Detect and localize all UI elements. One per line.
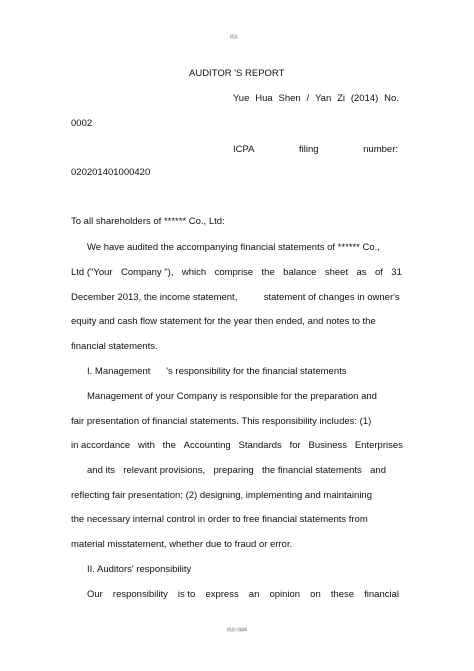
ref-word: (2014)	[350, 93, 379, 104]
addressee: To all shareholders of ****** Co., Ltd:	[71, 216, 225, 227]
ref-word: /	[306, 93, 310, 104]
paragraph-line: equity and cash flow statement for the year then ended, and notes to the	[71, 316, 376, 327]
section-heading: I. Management 's responsibility for the financial statements	[87, 366, 347, 377]
paragraph-line: Management of your Company is responsible for the preparation and	[87, 391, 377, 402]
ref-word: Yue	[233, 93, 250, 104]
report-title: AUDITOR 'S REPORT	[189, 68, 285, 79]
word: for	[289, 440, 301, 451]
paragraph-line: material misstatement, whether due to fraud or error.	[71, 539, 293, 550]
word: on	[310, 589, 321, 600]
word: express	[205, 589, 239, 600]
word: Accounting	[183, 440, 231, 451]
word: Standards	[238, 440, 282, 451]
paragraph-line: financial statements.	[71, 341, 158, 352]
ref-word: Yan	[315, 93, 332, 104]
section-heading: II. Auditors' responsibility	[87, 564, 192, 575]
word: preparing	[213, 465, 254, 476]
paragraph-line: the necessary internal control in order to free financial statements from	[71, 514, 368, 525]
word: as	[356, 267, 367, 278]
paragraph-line: fair presentation of financial statements. This responsibility includes: (1)	[71, 416, 372, 427]
ref-word: Zi	[337, 93, 345, 104]
word: the financial statements	[261, 465, 362, 476]
word: and its	[87, 465, 115, 476]
filing-word: number:	[363, 144, 398, 155]
paragraph-line-justified	[71, 267, 402, 279]
word: an	[248, 589, 260, 600]
word: Enterprises	[354, 440, 403, 451]
word: financial	[364, 589, 399, 600]
word: the	[162, 440, 176, 451]
word: Company "),	[120, 267, 174, 278]
reference-number-line	[233, 93, 399, 105]
word: with	[137, 440, 155, 451]
word: responsibility	[112, 589, 168, 600]
paragraph-line: December 2013, the income statement, statement of changes in owner's	[71, 292, 400, 303]
word: and	[370, 465, 386, 476]
filing-word: filing	[299, 144, 319, 155]
paragraph-line: We have audited the accompanying financial statements of ****** Co.,	[87, 242, 380, 253]
word: Our	[87, 589, 103, 600]
header-mark: 精品	[230, 34, 238, 39]
word: in accordance	[71, 440, 131, 451]
word: relevant provisions,	[123, 465, 206, 476]
word: these	[330, 589, 355, 600]
ref-word: Hua	[255, 93, 273, 104]
icpa-filing-line	[233, 144, 398, 156]
reference-number-continued: 0002	[71, 118, 93, 129]
footer-mark: 精品可编辑	[227, 627, 247, 632]
word: the	[261, 267, 275, 278]
word: of	[374, 267, 383, 278]
word: Business	[308, 440, 348, 451]
word: sheet	[324, 267, 349, 278]
word: 31	[391, 267, 402, 278]
ref-word: Shen	[278, 93, 301, 104]
paragraph-line-justified	[87, 465, 386, 477]
word: comprise	[214, 267, 254, 278]
paragraph-line-justified	[87, 589, 399, 601]
word: balance	[283, 267, 317, 278]
paragraph-line-justified	[71, 440, 403, 452]
filing-word: ICPA	[233, 144, 255, 155]
ref-word: No.	[384, 93, 399, 104]
word: which	[181, 267, 207, 278]
word: Ltd ("Your	[71, 267, 113, 278]
word: opinion	[269, 589, 301, 600]
word: is to	[177, 589, 196, 600]
filing-number: 020201401000420	[71, 167, 151, 178]
paragraph-line: reflecting fair presentation; (2) designing, implementing and maintaining	[71, 490, 373, 501]
